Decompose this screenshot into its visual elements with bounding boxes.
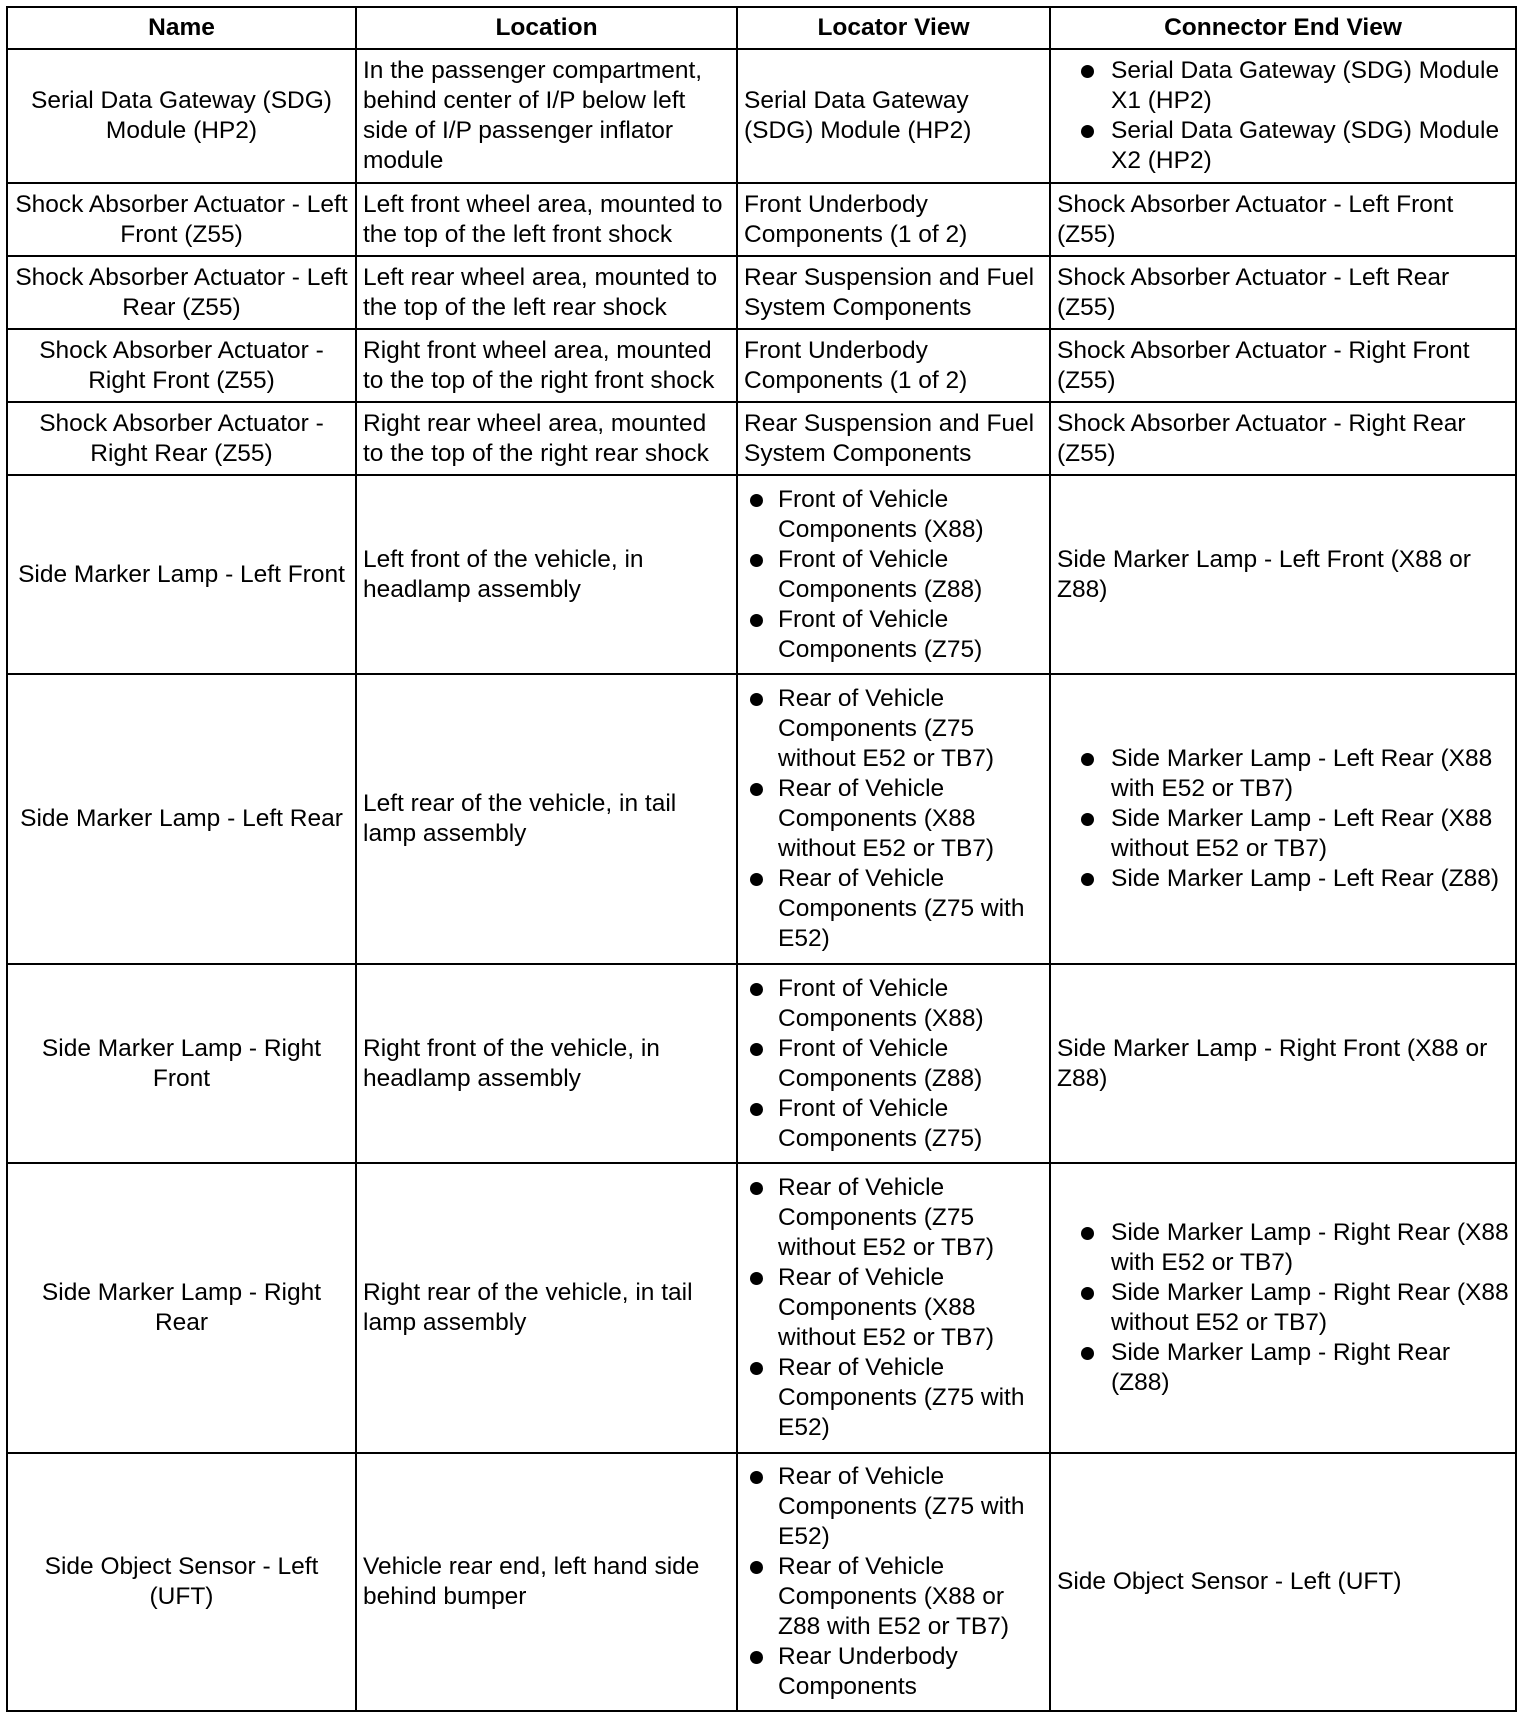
list-item-text: Side Marker Lamp - Left Rear (X88 without E52 or TB7): [1111, 805, 1493, 862]
connector-text: Shock Absorber Actuator - Right Rear (Z55): [1057, 409, 1466, 467]
locator-text: Front Underbody Components (1 of 2): [744, 336, 968, 394]
table-row: [7, 674, 1516, 964]
table-body: [7, 49, 1516, 1711]
locator-list: [744, 1173, 1043, 1443]
bullet-icon: [1081, 65, 1094, 78]
cell-connector-end-view: [1050, 329, 1516, 402]
table-row: [7, 49, 1516, 183]
list-item: [744, 1094, 1043, 1154]
table-row: [7, 475, 1516, 674]
cell-location: In the passenger compartment, behind center of I/P below left side of I/P passenger inflator module: [356, 49, 737, 183]
connector-text: Shock Absorber Actuator - Right Front (Z55): [1057, 336, 1470, 394]
cell-name: Side Marker Lamp - Left Rear: [7, 674, 356, 964]
cell-name: Side Marker Lamp - Right Rear: [7, 1163, 356, 1453]
header-row: [7, 7, 1516, 49]
list-item-text: Front of Vehicle Components (X88): [778, 974, 984, 1032]
locator-list: [744, 974, 1043, 1154]
table-row: [7, 183, 1516, 256]
table-row: [7, 402, 1516, 475]
bullet-icon: [750, 693, 763, 706]
list-item-text: Front of Vehicle Components (Z75): [778, 1094, 983, 1152]
locator-list: [744, 1462, 1043, 1702]
list-item: [1057, 1278, 1509, 1338]
locator-text: Rear Suspension and Fuel System Components: [744, 263, 1035, 321]
list-item-text: Front of Vehicle Components (Z88): [778, 1034, 983, 1092]
list-item-text: Rear Underbody Components: [778, 1643, 958, 1700]
cell-locator-view: [737, 183, 1050, 256]
cell-name: Side Object Sensor - Left (UFT): [7, 1453, 356, 1711]
list-item: [744, 684, 1043, 774]
cell-name: Serial Data Gateway (SDG) Module (HP2): [7, 49, 356, 183]
list-item-text: Side Marker Lamp - Right Rear (X88 without E52 or TB7): [1111, 1279, 1509, 1336]
cell-connector-end-view: [1050, 674, 1516, 964]
cell-locator-view: [737, 49, 1050, 183]
locator-text: Front Underbody Components (1 of 2): [744, 190, 968, 248]
list-item: [744, 1552, 1043, 1642]
bullet-icon: [750, 1471, 763, 1484]
list-item-text: Rear of Vehicle Components (X88 or Z88 with E52 or TB7): [778, 1553, 1010, 1640]
cell-location: Left front wheel area, mounted to the top of the left front shock: [356, 183, 737, 256]
cell-location: Left front of the vehicle, in headlamp assembly: [356, 475, 737, 674]
list-item-text: Rear of Vehicle Components (X88 without E52 or TB7): [778, 1264, 995, 1351]
locator-list: [744, 684, 1043, 954]
connector-list: [1057, 744, 1509, 894]
table-row: [7, 1163, 1516, 1453]
connector-list: [1057, 1218, 1509, 1398]
cell-locator-view: [737, 402, 1050, 475]
cell-locator-view: [737, 964, 1050, 1163]
cell-name: Side Marker Lamp - Left Front: [7, 475, 356, 674]
cell-location: Right front wheel area, mounted to the top of the right front shock: [356, 329, 737, 402]
list-item-text: Serial Data Gateway (SDG) Module X1 (HP2): [1111, 57, 1500, 114]
bullet-icon: [1081, 1287, 1094, 1300]
list-item-text: Front of Vehicle Components (X88): [778, 485, 984, 543]
list-item: [744, 1353, 1043, 1443]
cell-connector-end-view: [1050, 49, 1516, 183]
bullet-icon: [750, 983, 763, 996]
connector-table: [6, 6, 1517, 1712]
bullet-icon: [750, 1651, 763, 1664]
bullet-icon: [750, 494, 763, 507]
cell-name: Shock Absorber Actuator - Right Front (Z55): [7, 329, 356, 402]
header-name: Name: [7, 7, 356, 49]
list-item: [1057, 864, 1509, 894]
list-item: [744, 545, 1043, 605]
list-item: [1057, 804, 1509, 864]
cell-location: Right rear of the vehicle, in tail lamp assembly: [356, 1163, 737, 1453]
table-row: [7, 329, 1516, 402]
list-item-text: Rear of Vehicle Components (Z75 without E52 or TB7): [778, 685, 995, 772]
list-item: [744, 974, 1043, 1034]
connector-list: [1057, 56, 1509, 176]
connector-text: Shock Absorber Actuator - Left Front (Z55): [1057, 190, 1454, 248]
list-item: [744, 1263, 1043, 1353]
connector-text: Side Marker Lamp - Left Front (X88 or Z88): [1057, 545, 1471, 603]
cell-locator-view: [737, 1453, 1050, 1711]
connector-text: Side Marker Lamp - Right Front (X88 or Z88): [1057, 1034, 1488, 1092]
connector-text: Side Object Sensor - Left (UFT): [1057, 1568, 1402, 1595]
connector-text: Shock Absorber Actuator - Left Rear (Z55): [1057, 263, 1450, 321]
list-item: [744, 485, 1043, 545]
bullet-icon: [750, 1272, 763, 1285]
list-item-text: Rear of Vehicle Components (Z75 without E52 or TB7): [778, 1174, 995, 1261]
bullet-icon: [1081, 873, 1094, 886]
cell-connector-end-view: [1050, 964, 1516, 1163]
list-item-text: Rear of Vehicle Components (Z75 with E52): [778, 1463, 1025, 1550]
bullet-icon: [1081, 1347, 1094, 1360]
list-item: [1057, 744, 1509, 804]
locator-text: Rear Suspension and Fuel System Components: [744, 409, 1035, 467]
list-item: [744, 605, 1043, 665]
header-locator-view: Locator View: [737, 7, 1050, 49]
cell-locator-view: [737, 256, 1050, 329]
bullet-icon: [1081, 125, 1094, 138]
list-item: [744, 1173, 1043, 1263]
list-item-text: Rear of Vehicle Components (X88 without E52 or TB7): [778, 775, 995, 862]
list-item: [1057, 1218, 1509, 1278]
cell-location: Right front of the vehicle, in headlamp assembly: [356, 964, 737, 1163]
bullet-icon: [750, 1103, 763, 1116]
table-row: [7, 256, 1516, 329]
cell-location: Left rear of the vehicle, in tail lamp assembly: [356, 674, 737, 964]
list-item-text: Front of Vehicle Components (Z88): [778, 545, 983, 603]
locator-list: [744, 485, 1043, 665]
bullet-icon: [750, 554, 763, 567]
list-item-text: Serial Data Gateway (SDG) Module X2 (HP2): [1111, 117, 1500, 174]
bullet-icon: [750, 1362, 763, 1375]
list-item-text: Rear of Vehicle Components (Z75 with E52): [778, 865, 1025, 952]
locator-text: Serial Data Gateway (SDG) Module (HP2): [744, 87, 972, 144]
cell-locator-view: [737, 1163, 1050, 1453]
list-item: [1057, 116, 1509, 176]
cell-locator-view: [737, 329, 1050, 402]
bullet-icon: [750, 783, 763, 796]
cell-connector-end-view: [1050, 402, 1516, 475]
cell-name: Shock Absorber Actuator - Left Rear (Z55): [7, 256, 356, 329]
bullet-icon: [750, 1043, 763, 1056]
list-item: [744, 1642, 1043, 1702]
list-item-text: Side Marker Lamp - Right Rear (Z88): [1111, 1339, 1451, 1396]
list-item: [744, 1034, 1043, 1094]
table-row: [7, 1453, 1516, 1711]
cell-connector-end-view: [1050, 183, 1516, 256]
header-location: Location: [356, 7, 737, 49]
cell-name: Side Marker Lamp - Right Front: [7, 964, 356, 1163]
header-connector-end-view: Connector End View: [1050, 7, 1516, 49]
cell-connector-end-view: [1050, 1163, 1516, 1453]
cell-location: Left rear wheel area, mounted to the top of the left rear shock: [356, 256, 737, 329]
list-item: [744, 774, 1043, 864]
list-item-text: Front of Vehicle Components (Z75): [778, 605, 983, 663]
bullet-icon: [1081, 753, 1094, 766]
bullet-icon: [750, 1561, 763, 1574]
cell-location: Vehicle rear end, left hand side behind bumper: [356, 1453, 737, 1711]
table-row: [7, 964, 1516, 1163]
cell-connector-end-view: [1050, 475, 1516, 674]
list-item-text: Rear of Vehicle Components (Z75 with E52): [778, 1354, 1025, 1441]
list-item-text: Side Marker Lamp - Left Rear (X88 with E52 or TB7): [1111, 745, 1493, 802]
bullet-icon: [1081, 813, 1094, 826]
list-item: [1057, 1338, 1509, 1398]
cell-connector-end-view: [1050, 256, 1516, 329]
cell-locator-view: [737, 674, 1050, 964]
list-item: [744, 1462, 1043, 1552]
bullet-icon: [750, 614, 763, 627]
list-item-text: Side Marker Lamp - Right Rear (X88 with E52 or TB7): [1111, 1219, 1509, 1276]
cell-location: Right rear wheel area, mounted to the top of the right rear shock: [356, 402, 737, 475]
bullet-icon: [750, 873, 763, 886]
bullet-icon: [1081, 1227, 1094, 1240]
cell-name: Shock Absorber Actuator - Left Front (Z55): [7, 183, 356, 256]
list-item-text: Side Marker Lamp - Left Rear (Z88): [1111, 865, 1500, 892]
list-item: [1057, 56, 1509, 116]
bullet-icon: [750, 1182, 763, 1195]
cell-locator-view: [737, 475, 1050, 674]
cell-name: Shock Absorber Actuator - Right Rear (Z55): [7, 402, 356, 475]
list-item: [744, 864, 1043, 954]
cell-connector-end-view: [1050, 1453, 1516, 1711]
